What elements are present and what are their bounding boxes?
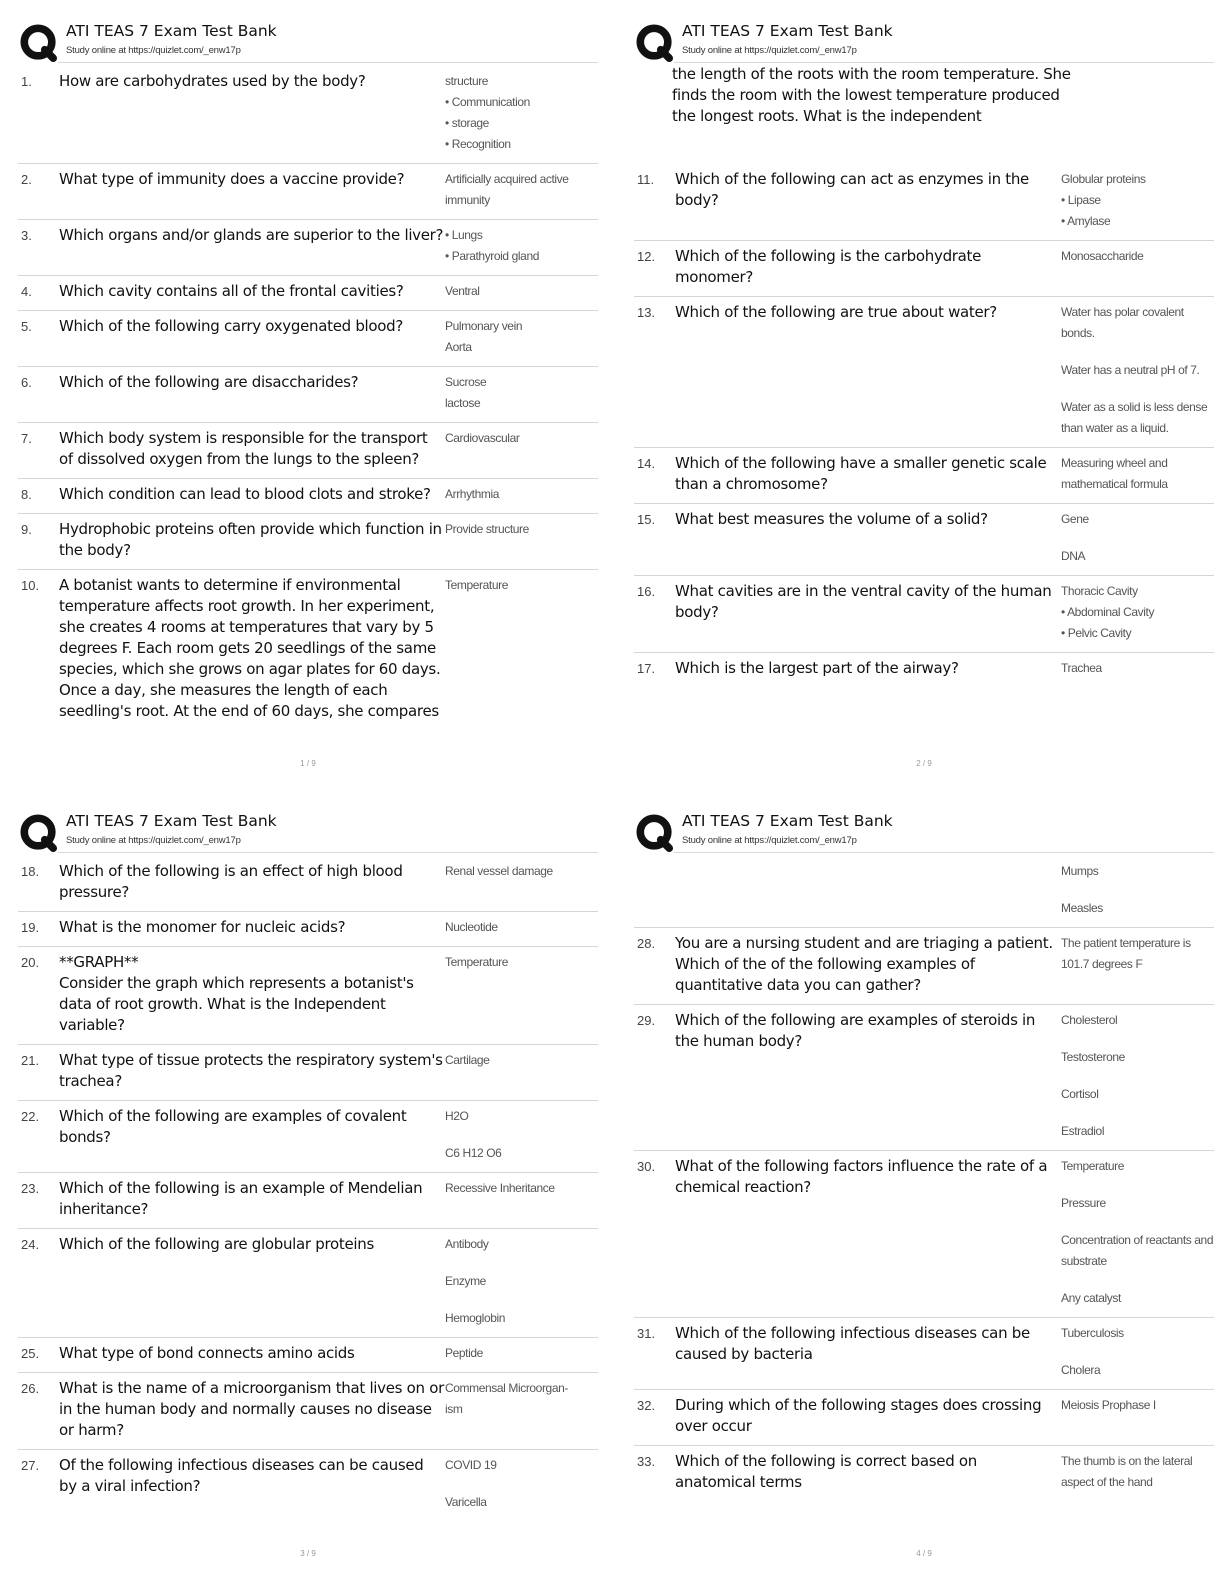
question-number: 5.	[21, 319, 32, 334]
question-number: 23.	[21, 1181, 40, 1196]
question-text: A botanist wants to determine if environmental temperature affects root growth. In her experiment, she creates 4 rooms at temperatures that vary by 5 degrees F. Each room gets 20 seedlings of the same species, which she grows on agar plates for 60 days. Once a day, she measures the length of each seedling's root. At the end of 60 days, she compares	[59, 576, 441, 720]
question-number: 26.	[21, 1381, 40, 1396]
question-number: 14.	[637, 456, 656, 471]
continued-question-text: the length of the roots with the room temperature. She finds the room with the lowest temperature produced the longest roots. What is the independent	[672, 65, 1071, 125]
question-text: Which of the following carry oxygenated blood?	[59, 317, 404, 335]
answer-text	[445, 428, 598, 470]
answer-text	[445, 1378, 598, 1441]
answer-line: ism	[445, 1402, 463, 1416]
answer-line: Cholesterol	[1061, 1013, 1118, 1027]
question-row	[18, 66, 598, 164]
answer-line: Testosterone	[1061, 1050, 1125, 1064]
question-number: 1.	[21, 74, 32, 89]
page-header	[18, 20, 598, 64]
answer-line: 101.7 degrees F	[1061, 957, 1143, 971]
question-text: What is the monomer for nucleic acids?	[59, 918, 346, 936]
question-text: Which of the following is an example of Mendelian inheritance?	[59, 1179, 423, 1218]
quizlet-logo-icon	[20, 24, 58, 62]
question-number: 11.	[637, 172, 655, 187]
question-number: 29.	[637, 1013, 656, 1028]
answer-text	[1061, 658, 1214, 679]
question-row	[18, 1229, 598, 1338]
answer-line: H2O	[445, 1109, 469, 1123]
answer-line: Sucrose	[445, 375, 487, 389]
answer-line: Estradiol	[1061, 1124, 1105, 1138]
answer-line: Aorta	[445, 340, 472, 354]
answer-text	[1061, 453, 1214, 495]
answer-line: COVID 19	[445, 1458, 497, 1472]
question-number: 9.	[21, 522, 32, 537]
question-row	[634, 576, 1214, 653]
answer-text	[1061, 509, 1214, 567]
question-number: 15.	[637, 512, 656, 527]
page-subtitle: Study online at https://quizlet.com/_enw17p	[682, 835, 857, 846]
answer-line: Ventral	[445, 284, 480, 298]
question-number: 32.	[637, 1398, 656, 1413]
question-row	[18, 164, 598, 220]
quizlet-logo-icon	[20, 814, 58, 852]
question-number: 21.	[21, 1053, 40, 1068]
question-row	[18, 514, 598, 570]
question-text: Hydrophobic proteins often provide which function in the body?	[59, 520, 442, 559]
answer-line: Recessive Inheritance	[445, 1181, 555, 1195]
question-row	[634, 297, 1214, 448]
question-number: 2.	[21, 172, 32, 187]
answer-line: Pressure	[1061, 1196, 1106, 1210]
question-row	[18, 1101, 598, 1173]
question-text: What type of bond connects amino acids	[59, 1344, 355, 1362]
page-number: 1 / 9	[300, 759, 316, 768]
question-number: 12.	[637, 249, 656, 264]
page-title: ATI TEAS 7 Exam Test Bank	[66, 812, 277, 830]
divider	[674, 852, 1214, 853]
question-row	[18, 1338, 598, 1373]
question-row	[634, 1005, 1214, 1151]
question-row	[18, 947, 598, 1045]
answer-text	[445, 575, 598, 722]
answer-line: • Lungs	[445, 228, 483, 242]
page-title: ATI TEAS 7 Exam Test Bank	[66, 22, 277, 40]
question-number: 19.	[21, 920, 40, 935]
answer-text	[1061, 861, 1214, 919]
question-number: 33.	[637, 1454, 656, 1469]
question-row	[634, 928, 1214, 1005]
answer-text	[1061, 1156, 1214, 1309]
question-row	[634, 164, 1214, 241]
document-page-2	[634, 20, 1214, 780]
page-header	[18, 810, 598, 854]
answer-line: aspect of the hand	[1061, 1475, 1153, 1489]
answer-line: Mumps	[1061, 864, 1099, 878]
question-number: 6.	[21, 375, 32, 390]
question-row	[18, 479, 598, 514]
question-list	[18, 66, 598, 730]
answer-text	[445, 372, 598, 414]
question-number: 24.	[21, 1237, 40, 1252]
question-text: You are a nursing student and are triaging a patient. Which of the of the following examples of quantitative data you can gather?	[675, 934, 1053, 994]
question-row-continued	[634, 856, 1214, 928]
answer-line: • Pelvic Cavity	[1061, 626, 1132, 640]
question-row	[634, 448, 1214, 504]
answer-line: Varicella	[445, 1495, 487, 1509]
answer-line: Thoracic Cavity	[1061, 584, 1138, 598]
page-number: 3 / 9	[300, 1549, 316, 1558]
page-header	[634, 20, 1214, 64]
answer-line: Concentration of reactants and substrate	[1061, 1233, 1214, 1268]
question-list	[634, 164, 1214, 687]
page-number: 4 / 9	[916, 1549, 932, 1558]
answer-line: DNA	[1061, 549, 1086, 563]
question-text: Which body system is responsible for the transport of dissolved oxygen from the lungs to the spleen?	[59, 429, 428, 468]
question-text: Of the following infectious diseases can be caused by a viral infection?	[59, 1456, 424, 1495]
answer-line: Enzyme	[445, 1274, 486, 1288]
answer-text	[1061, 302, 1214, 439]
question-number	[634, 861, 675, 919]
question-text: What type of tissue protects the respiratory system's trachea?	[59, 1051, 443, 1090]
answer-text	[445, 484, 598, 505]
question-row	[18, 276, 598, 311]
question-row	[18, 1173, 598, 1229]
question-text: Which is the largest part of the airway?	[675, 659, 959, 677]
question-row	[634, 653, 1214, 687]
page-subtitle: Study online at https://quizlet.com/_enw17p	[682, 45, 857, 56]
answer-line: Meiosis Prophase I	[1061, 1398, 1156, 1412]
quizlet-logo-icon	[636, 814, 674, 852]
question-text: Which of the following have a smaller genetic scale than a chromosome?	[675, 454, 1047, 493]
answer-text	[445, 1343, 598, 1364]
question-row	[18, 220, 598, 276]
question-number: 3.	[21, 228, 32, 243]
question-text: Which of the following can act as enzymes in the body?	[675, 170, 1029, 209]
question-text: What cavities are in the ventral cavity of the human body?	[675, 582, 1052, 621]
answer-line: Water has a neutral pH of 7.	[1061, 363, 1200, 377]
answer-text	[1061, 933, 1214, 996]
question-text: Which of the following are examples of covalent bonds?	[59, 1107, 407, 1146]
page-subtitle: Study online at https://quizlet.com/_enw17p	[66, 45, 241, 56]
answer-line: • Communication	[445, 95, 530, 109]
question-row	[634, 1318, 1214, 1390]
question-number: 27.	[21, 1458, 40, 1473]
answer-line: Water has polar covalent bonds.	[1061, 305, 1184, 340]
answer-text	[445, 952, 598, 1036]
answer-line: C6 H12 O6	[445, 1146, 502, 1160]
answer-text	[1061, 581, 1214, 644]
question-number: 31.	[637, 1326, 656, 1341]
question-text: Which of the following is an effect of high blood pressure?	[59, 862, 403, 901]
answer-line: Commensal Microorgan-	[445, 1381, 568, 1395]
question-row	[18, 1450, 598, 1521]
question-text: Which of the following is the carbohydrate monomer?	[675, 247, 982, 286]
question-row	[634, 241, 1214, 297]
question-number: 8.	[21, 487, 32, 502]
question-number: 13.	[637, 305, 656, 320]
answer-line: Nucleotide	[445, 920, 498, 934]
question-number: 16.	[637, 584, 656, 599]
document-page-3	[18, 810, 598, 1570]
question-number: 7.	[21, 431, 32, 446]
quizlet-logo-icon	[636, 24, 674, 62]
answer-line: Gene	[1061, 512, 1089, 526]
answer-text	[445, 1106, 598, 1164]
answer-line: lactose	[445, 396, 481, 410]
answer-line: • storage	[445, 116, 489, 130]
answer-text	[445, 917, 598, 938]
question-row	[18, 1373, 598, 1450]
question-number: 18.	[21, 864, 40, 879]
answer-text	[445, 169, 598, 211]
question-text: What of the following factors influence the rate of a chemical reaction?	[675, 1157, 1048, 1196]
question-text: What is the name of a microorganism that lives on or in the human body and normally causes no disease or harm?	[59, 1379, 444, 1439]
answer-line: Monosaccharide	[1061, 249, 1144, 263]
question-row	[634, 1390, 1214, 1446]
answer-line: Any catalyst	[1061, 1291, 1121, 1305]
answer-text	[445, 861, 598, 903]
answer-line: Tuberculosis	[1061, 1326, 1124, 1340]
divider	[674, 62, 1214, 63]
answer-text	[445, 225, 598, 267]
page-title: ATI TEAS 7 Exam Test Bank	[682, 812, 893, 830]
question-text: How are carbohydrates used by the body?	[59, 72, 366, 90]
answer-line: Hemoglobin	[445, 1311, 506, 1325]
question-row	[18, 1045, 598, 1101]
answer-line: Provide structure	[445, 522, 529, 536]
answer-text	[1061, 1395, 1214, 1437]
page-subtitle: Study online at https://quizlet.com/_enw17p	[66, 835, 241, 846]
question-number: 30.	[637, 1159, 656, 1174]
answer-text	[445, 316, 598, 358]
question-number: 22.	[21, 1109, 40, 1124]
question-text: Which of the following are globular proteins	[59, 1235, 374, 1253]
answer-text	[1061, 246, 1214, 288]
question-row	[18, 856, 598, 912]
question-text: Which of the following are examples of steroids in the human body?	[675, 1011, 1036, 1050]
question-list	[18, 856, 598, 1521]
question-text: Which condition can lead to blood clots and stroke?	[59, 485, 431, 503]
question-number: 4.	[21, 284, 32, 299]
answer-line: Temperature	[445, 955, 508, 969]
answer-line: • Recognition	[445, 137, 511, 151]
answer-text	[445, 281, 598, 302]
question-text: Which cavity contains all of the frontal cavities?	[59, 282, 404, 300]
answer-text	[445, 519, 598, 561]
answer-line: Cardiovascular	[445, 431, 520, 445]
question-text: **GRAPH** Consider the graph which represents a botanist's data of root growth. What is the Independent variable?	[59, 953, 414, 1034]
answer-text	[1061, 1323, 1214, 1381]
question-text: Which of the following is correct based on anatomical terms	[675, 1452, 978, 1491]
answer-line: The thumb is on the lateral	[1061, 1454, 1193, 1468]
answer-line: Pulmonary vein	[445, 319, 523, 333]
question-row	[634, 504, 1214, 576]
question-row	[18, 311, 598, 367]
answer-text	[1061, 1010, 1214, 1142]
question-text: During which of the following stages does crossing over occur	[675, 1396, 1042, 1435]
answer-line: Water as a solid is less dense than water as a liquid.	[1061, 400, 1208, 435]
divider	[58, 852, 598, 853]
answer-text	[445, 1178, 598, 1220]
answer-line: Temperature	[1061, 1159, 1124, 1173]
answer-line: structure	[445, 74, 489, 88]
question-number: 10.	[21, 578, 40, 593]
question-text: Which of the following are true about water?	[675, 303, 997, 321]
divider	[58, 62, 598, 63]
answer-line: Measuring wheel and mathematical formula	[1061, 456, 1168, 491]
answer-line: Artificially acquired active	[445, 172, 569, 186]
answer-text	[445, 1050, 598, 1092]
answer-text	[1061, 169, 1214, 232]
question-number: 25.	[21, 1346, 40, 1361]
question-text: Which organs and/or glands are superior to the liver?	[59, 226, 444, 244]
answer-line: Globular proteins	[1061, 172, 1146, 186]
answer-text	[445, 71, 598, 155]
answer-line: Cholera	[1061, 1363, 1101, 1377]
answer-line: The patient temperature is	[1061, 936, 1191, 950]
answer-line: Arrhythmia	[445, 487, 500, 501]
question-number: 28.	[637, 936, 656, 951]
answer-line: immunity	[445, 193, 490, 207]
question-number: 20.	[21, 955, 40, 970]
question-text: What best measures the volume of a solid?	[675, 510, 988, 528]
question-text	[675, 861, 1061, 919]
document-page-4	[634, 810, 1214, 1570]
page-title: ATI TEAS 7 Exam Test Bank	[682, 22, 893, 40]
question-text: Which of the following infectious diseases can be caused by bacteria	[675, 1324, 1030, 1363]
answer-line: • Parathyroid gland	[445, 249, 539, 263]
answer-text	[445, 1234, 598, 1329]
question-text: Which of the following are disaccharides?	[59, 373, 359, 391]
document-page-1	[18, 20, 598, 780]
question-row	[18, 912, 598, 947]
answer-line: • Lipase	[1061, 193, 1101, 207]
answer-line: Antibody	[445, 1237, 489, 1251]
page-number: 2 / 9	[916, 759, 932, 768]
answer-line: Temperature	[445, 578, 508, 592]
answer-line: • Abdominal Cavity	[1061, 605, 1155, 619]
answer-line: Trachea	[1061, 661, 1102, 675]
answer-line: Cartilage	[445, 1053, 490, 1067]
answer-text	[1061, 1451, 1214, 1493]
answer-text	[445, 1455, 598, 1513]
question-list	[634, 856, 1214, 1501]
answer-line: Peptide	[445, 1346, 483, 1360]
answer-line: Cortisol	[1061, 1087, 1099, 1101]
question-number: 17.	[637, 661, 656, 676]
question-row	[18, 367, 598, 423]
page-header	[634, 810, 1214, 854]
answer-line: • Amylase	[1061, 214, 1111, 228]
question-text: What type of immunity does a vaccine provide?	[59, 170, 405, 188]
answer-line: Renal vessel damage	[445, 864, 553, 878]
question-row	[18, 423, 598, 479]
question-row	[634, 1446, 1214, 1501]
question-row	[634, 1151, 1214, 1318]
answer-line: Measles	[1061, 901, 1103, 915]
question-row	[18, 570, 598, 730]
